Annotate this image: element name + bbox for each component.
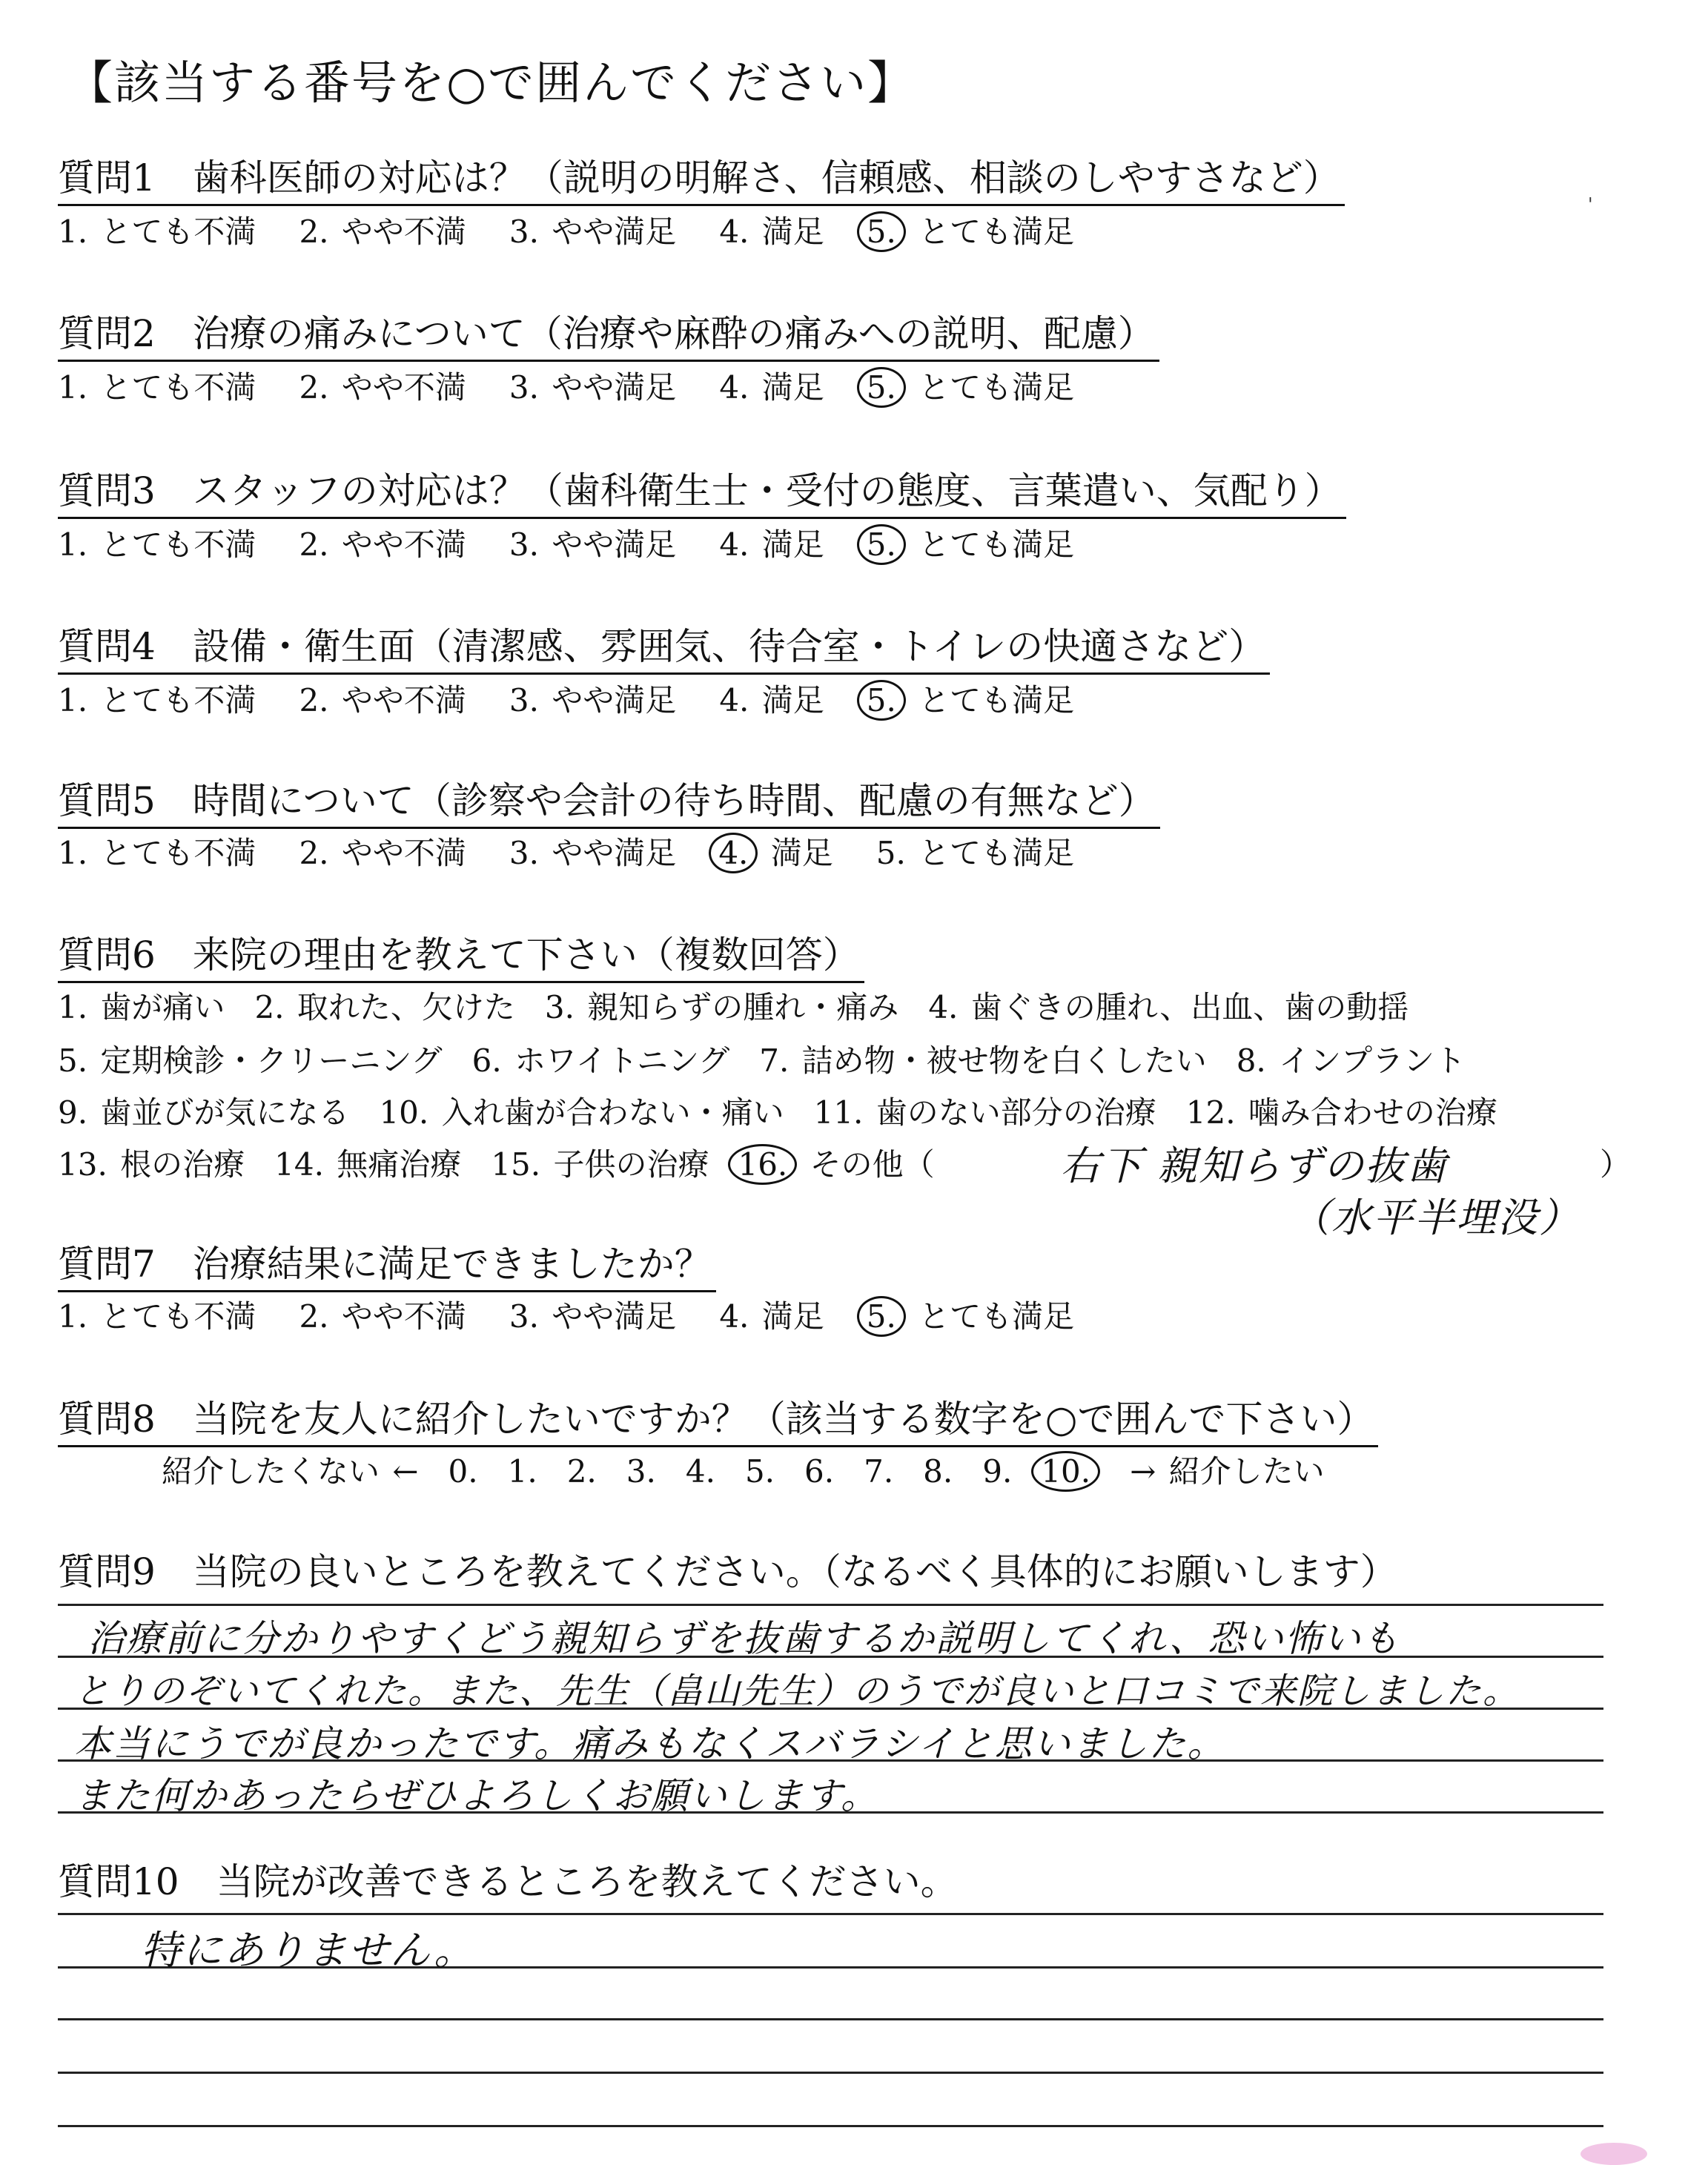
question-2-options (58, 363, 1117, 408)
reason-option: 11. 歯のない部分の治療 (813, 1094, 1156, 1131)
scale-value: 4. (685, 1453, 715, 1490)
answer-line (58, 1604, 1603, 1606)
rating-option: 4. 満足 (719, 1298, 824, 1335)
question-6-other-answer: 右下 親知らずの抜歯 (1060, 1143, 1449, 1189)
reason-option: 8. インプラント (1236, 1042, 1466, 1079)
question-9-answer-line-2: とりのぞいてくれた。また、先生（畠山先生）のうでが良いと口コミで来院しました。 (74, 1670, 1520, 1712)
rating-option: 5. とても満足 (867, 369, 1074, 406)
question-5-options (58, 829, 1117, 873)
question-7-options (58, 1292, 1117, 1337)
answer-line (58, 2125, 1603, 2127)
answer-line (58, 2072, 1603, 2074)
scale-value: 9. (982, 1453, 1013, 1490)
rating-option: 2. やや不満 (299, 1298, 466, 1335)
scale-value: 2. (566, 1453, 597, 1490)
scale-value: 6. (804, 1453, 835, 1490)
question-7-title: 質問7 治療結果に満足できましたか？ (58, 1234, 716, 1288)
rating-option: 3. やや満足 (509, 526, 677, 563)
reason-option: 4. 歯ぐきの腫れ、出血、歯の動揺 (928, 989, 1409, 1025)
stray-mark: ' (1588, 194, 1593, 215)
question-6-title: 質問6 来院の理由を教えて下さい（複数回答） (58, 925, 864, 979)
rating-option: 3. やや満足 (509, 369, 677, 406)
reason-option: 3. 親知らずの腫れ・痛み (544, 989, 899, 1025)
rating-option: 4. 満足 (719, 369, 824, 406)
question-6-other-answer-2: （水平半埋没） (1290, 1194, 1580, 1241)
question-5-title: 質問5 時間について（診察や会計の待ち時間、配慮の有無など） (58, 771, 1160, 824)
rating-option: 1. とても不満 (58, 526, 256, 563)
question-8-title: 質問8 当院を友人に紹介したいですか？（該当する数字を○で囲んで下さい） (58, 1389, 1378, 1443)
question-10-answer-line-1: 特にありません。 (141, 1927, 476, 1974)
rating-option: 3. やや満足 (509, 835, 677, 871)
question-6-selected-other: 16. (728, 1144, 797, 1185)
question-8-scale (162, 1447, 1354, 1492)
question-6-other-label: その他（ (810, 1146, 935, 1183)
question-9-answer-line-4: また何かあったらぜひよろしくお願いします。 (74, 1774, 879, 1817)
question-6-row-4 (58, 1140, 935, 1185)
rating-option: 2. やや不満 (299, 682, 466, 718)
question-3-options (58, 520, 1117, 565)
reason-option: 14. 無痛治療 (274, 1146, 462, 1183)
question-6-row-2 (58, 1037, 1495, 1081)
rating-option: 1. とても不満 (58, 1298, 256, 1335)
selected-circle: 5. (857, 680, 906, 721)
rating-option: 2. やや不満 (299, 214, 466, 250)
reason-option: 9. 歯並びが気になる (58, 1094, 350, 1131)
rating-option: 4. 満足 (719, 214, 824, 250)
scale-selected: 10. (1031, 1451, 1100, 1492)
rating-option: 1. とても不満 (58, 369, 256, 406)
question-9-title: 質問9 当院の良いところを教えてください。（なるべく具体的にお願いします） (58, 1550, 1397, 1593)
question-6-row-3 (58, 1088, 1527, 1133)
reason-option: 13. 根の治療 (58, 1146, 245, 1183)
question-1-options (58, 208, 1117, 252)
scale-value: 8. (923, 1453, 953, 1490)
question-9-answer-line-3: 本当にうでが良かったです。痛みもなくスバラシイと思いました。 (74, 1722, 1226, 1765)
pink-mark (1580, 2143, 1647, 2165)
rating-option: 1. とても不満 (58, 835, 256, 871)
question-3-title: 質問3 スタッフの対応は？（歯科衛生士・受付の態度、言葉遣い、気配り） (58, 461, 1346, 515)
scale-left-label: 紹介したくない ← (162, 1453, 419, 1490)
rating-option: 4. 満足 (719, 526, 824, 563)
reason-option: 15. 子供の治療 (491, 1146, 709, 1183)
rating-option: 5. とても満足 (867, 1298, 1074, 1335)
scale-value: 7. (864, 1453, 894, 1490)
answer-line (58, 1913, 1603, 1915)
question-2-title: 質問2 治療の痛みについて（治療や麻酔の痛みへの説明、配慮） (58, 304, 1159, 357)
answer-line (58, 2018, 1603, 2020)
reason-option: 5. 定期検診・クリーニング (58, 1042, 443, 1079)
reason-option: 1. 歯が痛い (58, 989, 225, 1025)
scale-value: 5. (744, 1453, 775, 1490)
reason-option: 10. 入れ歯が合わない・痛い (379, 1094, 784, 1131)
selected-circle: 5. (857, 524, 906, 565)
reason-option: 2. 取れた、欠けた (254, 989, 515, 1025)
scale-right-label: → 紹介したい (1130, 1453, 1325, 1490)
question-4-title: 質問4 設備・衛生面（清潔感、雰囲気、待合室・トイレの快適さなど） (58, 617, 1270, 670)
selected-circle: 5. (857, 1296, 906, 1337)
rating-option: 1. とても不満 (58, 214, 256, 250)
rating-option: 1. とても不満 (58, 682, 256, 718)
rating-option: 4. 満足 (719, 835, 833, 871)
reason-option: 6. ホワイトニング (471, 1042, 730, 1079)
rating-option: 5. とても満足 (875, 835, 1075, 871)
question-1-title: 質問1 歯科医師の対応は？（説明の明解さ、信頼感、相談のしやすさなど） (58, 148, 1345, 202)
scale-value: 3. (626, 1453, 656, 1490)
reason-option: 12. 噛み合わせの治療 (1185, 1094, 1497, 1131)
selected-circle: 5. (857, 211, 906, 252)
rating-option: 5. とても満足 (867, 682, 1074, 718)
scale-value: 1. (507, 1453, 537, 1490)
scale-value: 0. (448, 1453, 478, 1490)
question-6-row-1 (58, 983, 1438, 1028)
question-10-title: 質問10 当院が改善できるところを教えてください。 (58, 1860, 958, 1903)
question-6-other-close: ） (1600, 1146, 1632, 1183)
rating-option: 4. 満足 (719, 682, 824, 718)
rating-option: 3. やや満足 (509, 1298, 677, 1335)
rating-option: 2. やや不満 (299, 369, 466, 406)
reason-option: 7. 詰め物・被せ物を白くしたい (759, 1042, 1207, 1079)
rating-option: 2. やや不満 (299, 835, 466, 871)
rating-option: 5. とても満足 (867, 526, 1074, 563)
rating-option: 5. とても満足 (867, 214, 1074, 250)
rating-option: 3. やや満足 (509, 682, 677, 718)
selected-circle: 4. (709, 833, 758, 873)
question-9-answer-line-1: 治療前に分かりやすくどう親知らずを抜歯するか説明してくれ、恐い怖いも (87, 1617, 1400, 1660)
selected-circle: 5. (857, 367, 906, 408)
rating-option: 3. やや満足 (509, 214, 677, 250)
rating-option: 2. やや不満 (299, 526, 466, 563)
question-4-options (58, 676, 1117, 721)
page-header: 【該当する番号を○で囲んでください】 (67, 56, 916, 110)
